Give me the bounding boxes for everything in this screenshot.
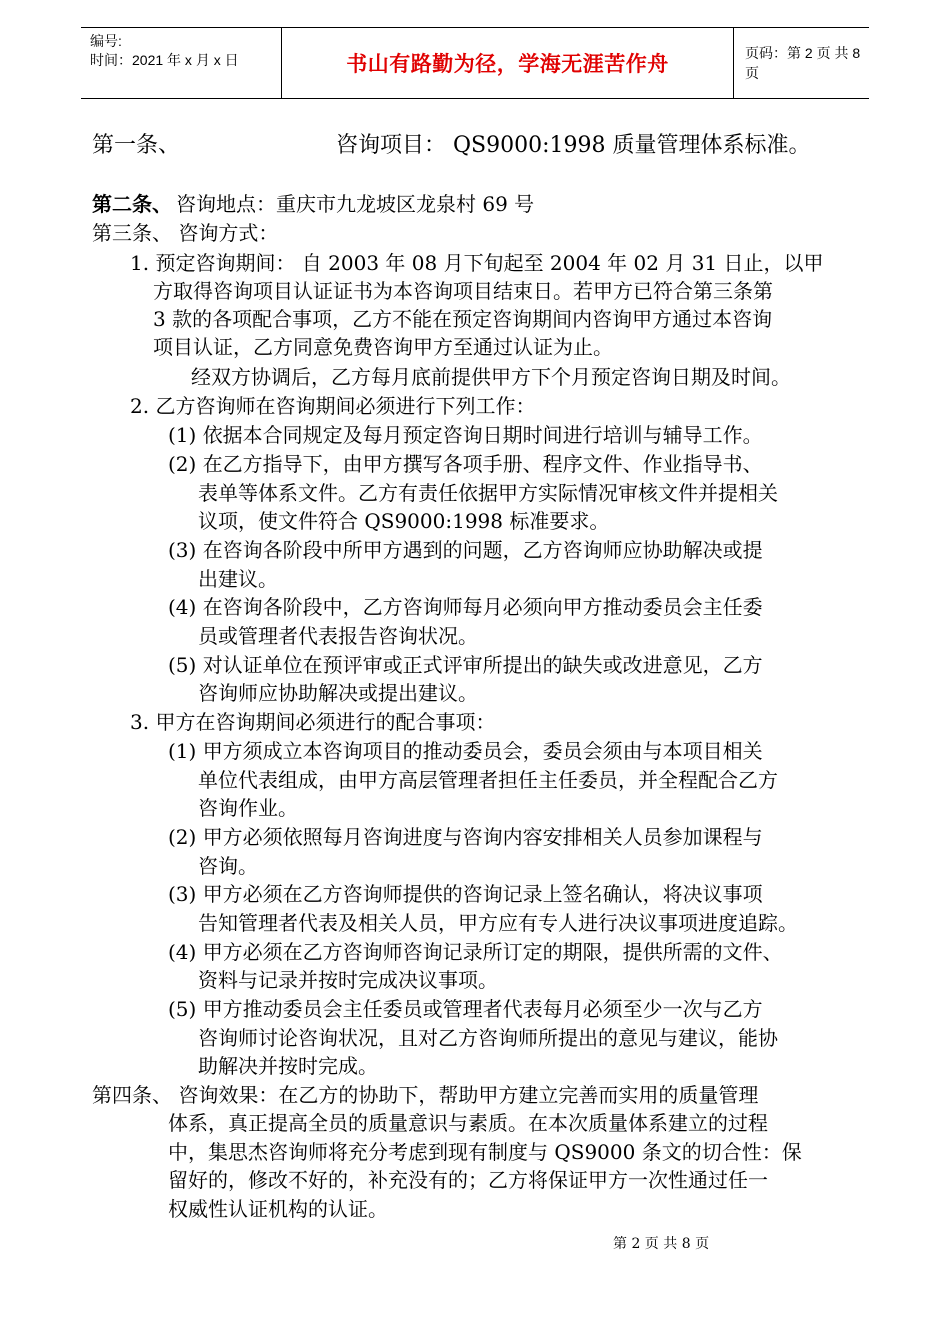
article4-line: 第四条、 咨询效果：在乙方的协助下，帮助甲方建立完善而实用的质量管理	[92, 1083, 759, 1107]
item3-line: 告知管理者代表及相关人员，甲方应有专人进行决议事项进度追踪。	[198, 911, 798, 935]
item3-line: (3) 甲方必须在乙方咨询师提供的咨询记录上签名确认，将决议事项	[168, 882, 763, 906]
article2-label: 第二条、	[92, 192, 172, 216]
item3-line: 咨询作业。	[198, 796, 298, 820]
item2-line: (1) 依据本合同规定及每月预定咨询日期时间进行培训与辅导工作。	[168, 423, 763, 447]
item3-line: (2) 甲方必须依照每月咨询进度与咨询内容安排相关人员参加课程与	[168, 825, 763, 849]
article1-label: 第一条、	[92, 133, 181, 158]
article4-line: 体系，真正提高全员的质量意识与素质。在本次质量体系建立的过程	[168, 1111, 768, 1135]
article4-line: 权威性认证机构的认证。	[168, 1197, 388, 1221]
header-motto-cell	[281, 28, 734, 98]
header-meta	[81, 28, 281, 98]
document-number: 编号:	[90, 33, 122, 49]
item2-line: (2) 在乙方指导下，由甲方撰写各项手册、程序文件、作业指导书、	[168, 452, 763, 476]
item3-heading: 3. 甲方在咨询期间必须进行的配合事项：	[130, 710, 496, 734]
item1-line: 1. 预定咨询期间： 自 2003 年 08 月下旬起至 2004 年 02 月 31 日止，以甲	[130, 251, 824, 275]
header-motto: 书山有路勤为径，学海无涯苦作舟	[346, 53, 669, 76]
item2-line: 表单等体系文件。乙方有责任依据甲方实际情况审核文件并提相关	[198, 481, 778, 505]
item2-line: (5) 对认证单位在预评审或正式评审所提出的缺失或改进意见，乙方	[168, 653, 763, 677]
item2-heading: 2. 乙方咨询师在咨询期间必须进行下列工作：	[130, 394, 536, 418]
item2-line: 议项，使文件符合 QS9000:1998 标准要求。	[198, 509, 610, 533]
item2-line: (3) 在咨询各阶段中所甲方遇到的问题，乙方咨询师应协助解决或提	[168, 538, 763, 562]
item3-line: (1) 甲方须成立本咨询项目的推动委员会，委员会须由与本项目相关	[168, 739, 763, 763]
item3-line: 咨询师讨论咨询状况，且对乙方咨询师所提出的意见与建议，能协	[198, 1026, 778, 1050]
article4-line: 留好的，修改不好的，补充没有的；乙方将保证甲方一次性通过任一	[168, 1168, 768, 1192]
article1-content: 咨询项目： QS9000:1998 质量管理体系标准。	[336, 133, 811, 158]
item2-line: 员或管理者代表报告咨询状况。	[198, 624, 478, 648]
header-page-info: 页码：第 2 页 共 8 页	[745, 45, 861, 81]
item1-line: 方取得咨询项目认证证书为本咨询项目结束日。若甲方已符合第三条第	[153, 279, 773, 303]
item1-line: 3 款的各项配合事项，乙方不能在预定咨询期间内咨询甲方通过本咨询	[153, 307, 773, 331]
item3-line: 资料与记录并按时完成决议事项。	[198, 968, 498, 992]
article3-heading: 第三条、 咨询方式：	[92, 221, 279, 245]
item1-line: 项目认证，乙方同意免费咨询甲方至通过认证为止。	[153, 335, 613, 359]
item1-line: 经双方协调后，乙方每月底前提供甲方下个月预定咨询日期及时间。	[191, 365, 791, 389]
header-page-info-cell	[734, 28, 869, 98]
item3-line: 单位代表组成，由甲方高层管理者担任主任委员，并全程配合乙方	[198, 768, 778, 792]
page-footer: 第 2 页 共 8 页	[613, 1236, 710, 1252]
item2-line: 咨询师应协助解决或提出建议。	[198, 681, 478, 705]
item2-line: (4) 在咨询各阶段中，乙方咨询师每月必须向甲方推动委员会主任委	[168, 595, 763, 619]
item3-line: (5) 甲方推动委员会主任委员或管理者代表每月必须至少一次与乙方	[168, 997, 763, 1021]
item2-line: 出建议。	[198, 567, 278, 591]
article2-content: 咨询地点：重庆市九龙坡区龙泉村 69 号	[176, 192, 535, 216]
article4-line: 中，集思杰咨询师将充分考虑到现有制度与 QS9000 条文的切合性：保	[168, 1140, 802, 1164]
item3-line: 助解决并按时完成。	[198, 1054, 378, 1078]
page-header	[81, 27, 869, 99]
item3-line: 咨询。	[198, 854, 258, 878]
document-time: 时间：2021 年 x 月 x 日	[90, 52, 239, 68]
item3-line: (4) 甲方必须在乙方咨询师咨询记录所订定的期限，提供所需的文件、	[168, 940, 783, 964]
